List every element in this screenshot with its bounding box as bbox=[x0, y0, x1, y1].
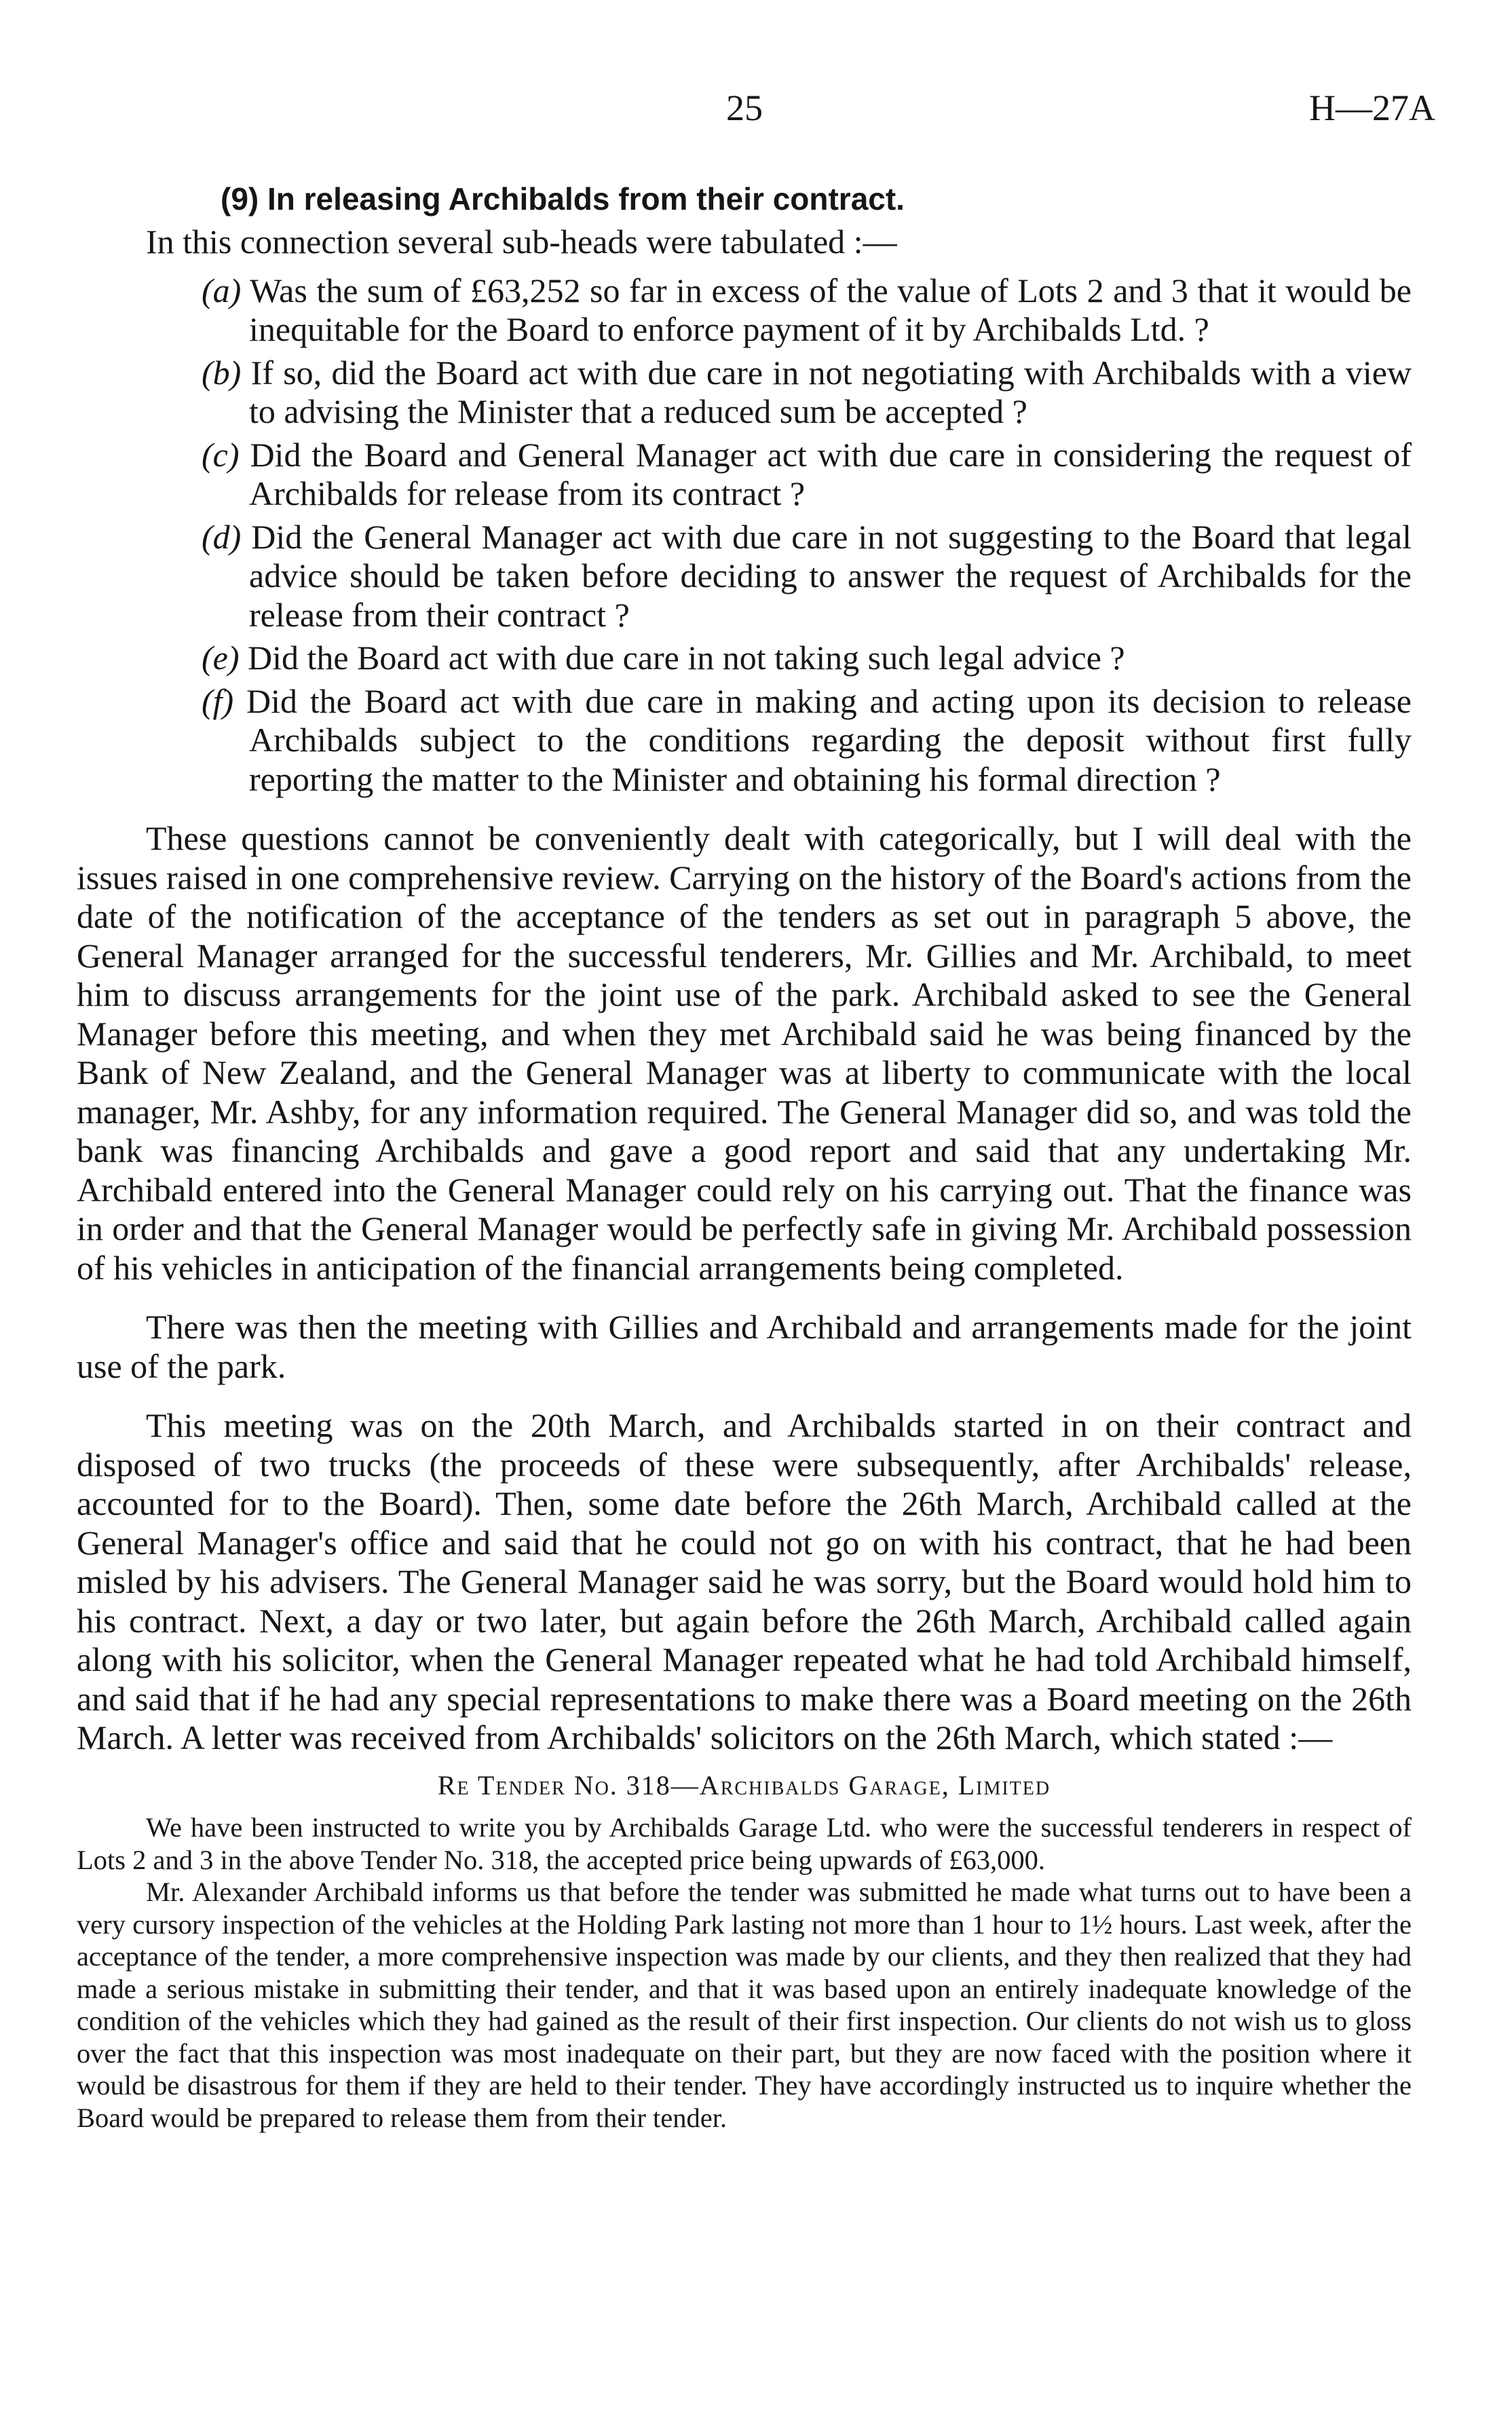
question-text: Did the Board act with due care in not taking such legal advice ? bbox=[248, 639, 1125, 677]
body-paragraph: There was then the meeting with Gillies and Archibald and arrangements made for the joint use of the park. bbox=[77, 1308, 1412, 1385]
question-label: (e) bbox=[202, 639, 240, 677]
question-text: If so, did the Board act with due care in not negotiating with Archibalds with a view to advising the Minister that a reduced sum be accepted ? bbox=[249, 353, 1412, 430]
question-text: Was the sum of £63,252 so far in excess of the value of Lots 2 and 3 that it would be inequitable for the Board to enforce payment of it by Archibalds Ltd. ? bbox=[249, 271, 1412, 348]
question-label: (d) bbox=[202, 517, 242, 556]
question-item bbox=[77, 518, 1412, 635]
section-intro: In this connection several sub-heads were tabulated :— bbox=[146, 223, 897, 261]
question-item bbox=[77, 682, 1412, 799]
question-list bbox=[77, 271, 1412, 799]
question-text: Did the General Manager act with due care in not suggesting to the Board that legal advice should be taken before deciding to answer the request of Archibalds for the release from their contract ? bbox=[249, 517, 1412, 634]
page-number: 25 bbox=[726, 88, 763, 128]
question-text: Did the Board and General Manager act with due care in considering the request of Archibalds for release from its contract ? bbox=[249, 435, 1412, 512]
question-text: Did the Board act with due care in making and acting upon its decision to release Archibalds subject to the conditions regarding the deposit without first fully reporting the matter to the Minister and obtaining his formal direction ? bbox=[246, 681, 1412, 798]
question-label: (f) bbox=[202, 681, 234, 720]
question-label: (b) bbox=[202, 353, 242, 392]
quoted-letter bbox=[77, 1811, 1412, 2134]
section-heading: (9) In releasing Archibalds from their contract. bbox=[221, 181, 905, 216]
question-item bbox=[77, 639, 1412, 678]
page-body bbox=[77, 178, 1412, 2134]
question-label: (c) bbox=[202, 435, 240, 474]
document-reference: H—27A bbox=[1309, 88, 1435, 128]
question-item bbox=[77, 354, 1412, 432]
body-paragraph: This meeting was on the 20th March, and Archibalds started in on their contract and disposed of two trucks (the proceeds of these were subsequently, after Archibalds' release, accounted for to the Board). Then, some date before the 26th March, Archibald called at the General Manager's office and said that he could not go on with his contract, that he had been misled by his advisers. The General Manager said he was sorry, but the Board would hold him to his contract. Next, a day or two later, but again before the 26th March, Archibald called again along with his solicitor, when the General Manager repeated what he had told Archibald himself, and said that if he had any special representations to make there was a Board meeting on the 26th March. A letter was received from Archibalds' solicitors on the 26th March, which stated :— bbox=[77, 1406, 1412, 1756]
question-label: (a) bbox=[202, 271, 242, 309]
letter-paragraph: Mr. Alexander Archibald informs us that before the tender was submitted he made what turns out to have been a very cursory inspection of the vehicles at the Holding Park lasting not more than 1 hour to 1½ hours. Last week, after the acceptance of the tender, a more comprehensive inspection was made by our clients, and they then realized that they had made a serious mistake in submitting their tender, and that it was based upon an entirely inadequate knowledge of the condition of the vehicles which they had gained as the result of their first inspection. Our clients do not wish us to gloss over the fact that this inspection was most inadequate on their part, but they are now faced with the position where it would be disastrous for them if they are held to their tender. They have accordingly instructed us to inquire whether the Board would be prepared to release them from their tender. bbox=[77, 1877, 1412, 2133]
question-item bbox=[77, 271, 1412, 350]
letter-title: Re Tender No. 318—Archibalds Garage, Limited bbox=[437, 1769, 1051, 1801]
letter-paragraph: We have been instructed to write you by Archibalds Garage Ltd. who were the successful tenderers in respect of Lots 2 and 3 in the above Tender No. 318, the accepted price being upwards of £63,000. bbox=[77, 1812, 1412, 1875]
body-paragraph: These questions cannot be conveniently dealt with categorically, but I will deal with the issues raised in one comprehensive review. Carrying on the history of the Board's actions from the date of the notification of the acceptance of the tenders as set out in paragraph 5 above, the General Manager arranged for the successful tenderers, Mr. Gillies and Mr. Archibald, to meet him to discuss arrangements for the joint use of the park. Archibald asked to see the General Manager before this meeting, and when they met Archibald said he was being financed by the Bank of New Zealand, and the General Manager was at liberty to communicate with the local manager, Mr. Ashby, for any information required. The General Manager did so, and was told the bank was financing Archibalds and gave a good report and said that any undertaking Mr. Archibald entered into the General Manager could rely on his carrying out. That the finance was in order and that the General Manager would be perfectly safe in giving Mr. Archibald possession of his vehicles in anticipation of the financial arrangements being completed. bbox=[77, 819, 1412, 1287]
page-header bbox=[0, 87, 1512, 134]
question-item bbox=[77, 436, 1412, 514]
